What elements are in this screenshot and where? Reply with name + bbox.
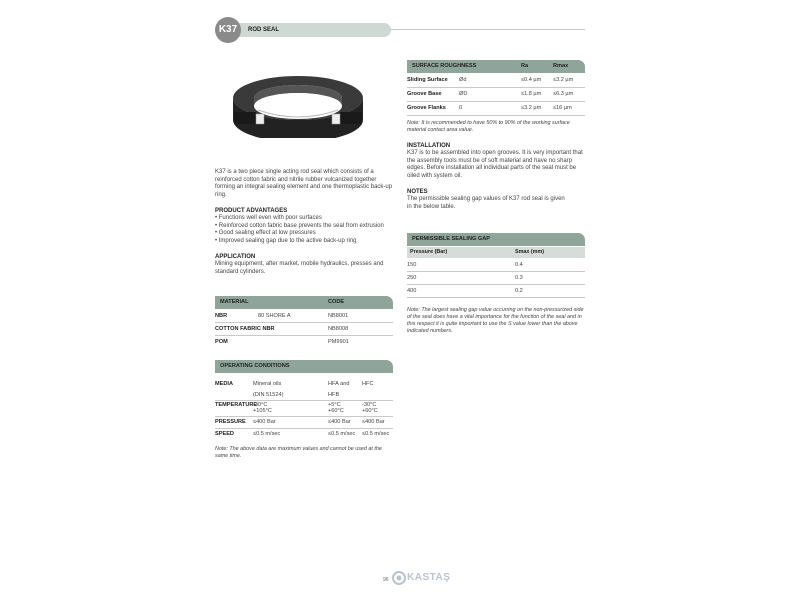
roughness-note: Note: It is recommended to have 50% to 90% of the working surface material contact area value.	[407, 120, 570, 133]
kastas-logo-icon	[392, 571, 406, 585]
surface-roughness-header: SURFACE ROUGHNESS Ra Rmax	[407, 60, 585, 73]
material-table	[215, 310, 393, 348]
code-col-header: CODE	[328, 299, 345, 305]
header-divider	[390, 29, 585, 30]
sealing-gap-subheader: Pressure (Bar) Smax (mm)	[407, 247, 585, 258]
table-row: Groove Flanks ß ≤3.2 µm ≤16 µm	[407, 102, 585, 116]
material-table-header	[215, 296, 393, 309]
installation-text: K37 is to be assembled into open grooves. It is very important that the assembly tools must be of soft material and have no sharp edges. Before installation all individual parts of the seal must be oiled with system oil.	[407, 150, 583, 179]
table-row: Groove Base ØD ≤1.8 µm ≤6.3 µm	[407, 88, 585, 102]
advantages-list	[215, 215, 405, 245]
surface-roughness-table	[407, 74, 585, 116]
notes-text: The permissible sealing gap values of K37 rod seal is given in the below table.	[407, 196, 565, 210]
list-item: • Improved sealing gap due to the active back-up ring	[215, 237, 357, 244]
list-item: • Good sealing effect at low pressures	[215, 230, 316, 237]
product-code-badge: K37	[215, 17, 241, 43]
operating-conditions-header: OPERATING CONDITIONS	[215, 360, 393, 373]
table-row: 400 0.2	[407, 285, 585, 298]
sealing-gap-table	[407, 259, 585, 298]
table-row: Sliding Surface Ød ≤0.4 µm ≤3.2 µm	[407, 74, 585, 88]
table-row: 250 0.3	[407, 272, 585, 285]
installation-heading: INSTALLATION	[407, 143, 451, 149]
table-row: POM PM9901	[215, 339, 349, 345]
brand-name: KASTAŞ	[407, 572, 451, 583]
operating-note: Note: The above data are maximum values and cannot be used at the same time.	[215, 446, 382, 459]
table-row: NBR 80 SHORE A NB8001	[215, 310, 393, 323]
list-item: • Reinforced cotton fabric base prevents the seal from extrusion	[215, 222, 384, 229]
list-item: • Functions well even with poor surfaces	[215, 215, 322, 221]
application-text: Mining equipment, after market, mobile hydraulics, presses and standard cylinders.	[215, 261, 384, 275]
application-heading: APPLICATION	[215, 254, 256, 260]
intro-text: K37 is a two piece single acting rod seal which consists of a reinforced cotton fabric and nitrile rubber vulcanized together forming an integral sealing element and one thermoplastic back-up ring.	[215, 169, 393, 198]
operating-conditions-table: MEDIA Mineral oils (DIN 51524) HFA and HFB HFC TEMPERATURE -30°C +105°C +5°C +60°C -30°C +60°C PRESSURE ≤400 Bar ≤400 Bar ≤400 Bar SPEED ≤0.5 m/sec ≤0.5 m/sec ≤0.5 m/sec	[215, 378, 393, 442]
sealing-gap-note: Note: The largest sealing gap value occurring on the non-pressurized side of the seal does have a vital importance for the function of the seal and in this respect it is quite important to use the S value lower than the above indicated numbers.	[407, 307, 584, 334]
advantages-heading: PRODUCT ADVANTAGES	[215, 208, 288, 214]
table-row: 150 0.4	[407, 259, 585, 272]
material-col-header: MATERIAL	[220, 299, 249, 305]
rod-seal-illustration	[228, 68, 368, 138]
sealing-gap-header: PERMISSIBLE SEALING GAP	[407, 233, 585, 246]
page-title: ROD SEAL	[248, 27, 280, 33]
table-row: COTTON FABRIC NBR NB8008	[215, 323, 393, 336]
notes-heading: NOTES	[407, 189, 428, 195]
page-number: 96	[383, 577, 389, 583]
